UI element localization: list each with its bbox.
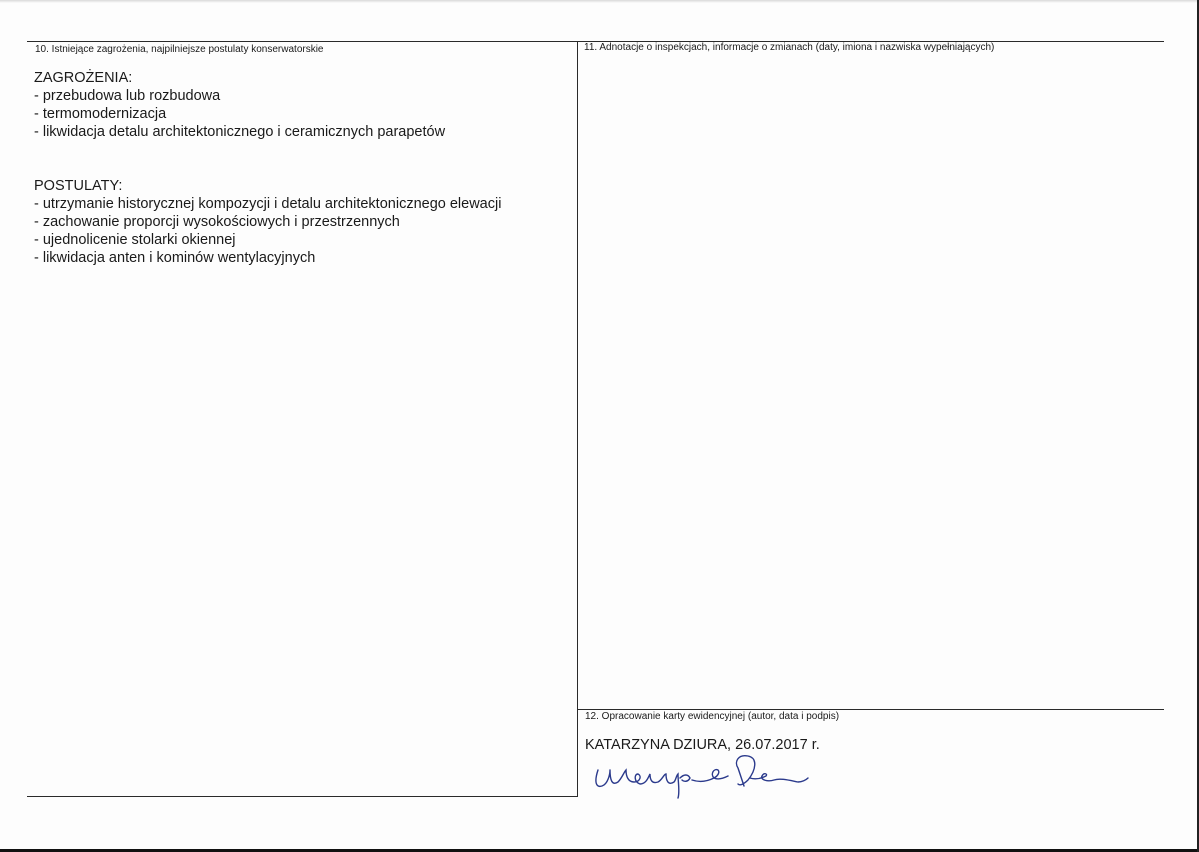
postulate-item: - utrzymanie historycznej kompozycji i detalu architektonicznego elewacji (34, 196, 502, 212)
postulates-heading: POSTULATY: (34, 178, 123, 194)
scan-edge-top (0, 0, 1199, 3)
bottom-rule (27, 796, 578, 797)
threat-item: - likwidacja detalu architektonicznego i ceramicznych parapetów (34, 124, 446, 140)
spacer (34, 141, 501, 159)
section10-title: 10. Istniejące zagrożenia, najpilniejsze postulaty konserwatorskie (35, 44, 324, 55)
postulate-item: - ujednolicenie stolarki okiennej (34, 232, 236, 248)
threat-item: - termomodernizacja (34, 106, 167, 122)
section10-content (34, 69, 501, 267)
section11-title: 11. Adnotacje o inspekcjach, informacje o zmianach (daty, imiona i nazwiska wypełniających) (584, 42, 995, 53)
handwritten-signature (588, 752, 818, 802)
threat-item: - przebudowa lub rozbudowa (34, 88, 221, 104)
threats-heading: ZAGROŻENIA: (34, 70, 133, 86)
postulate-item: - likwidacja anten i kominów wentylacyjnych (34, 250, 316, 266)
section12-title: 12. Opracowanie karty ewidencyjnej (autor, data i podpis) (585, 711, 840, 722)
spacer (34, 159, 501, 177)
column-divider (577, 41, 578, 797)
author-line: KATARZYNA DZIURA, 26.07.2017 r. (585, 737, 820, 753)
postulate-item: - zachowanie proporcji wysokościowych i przestrzennych (34, 214, 400, 230)
section12-rule (577, 709, 1164, 710)
